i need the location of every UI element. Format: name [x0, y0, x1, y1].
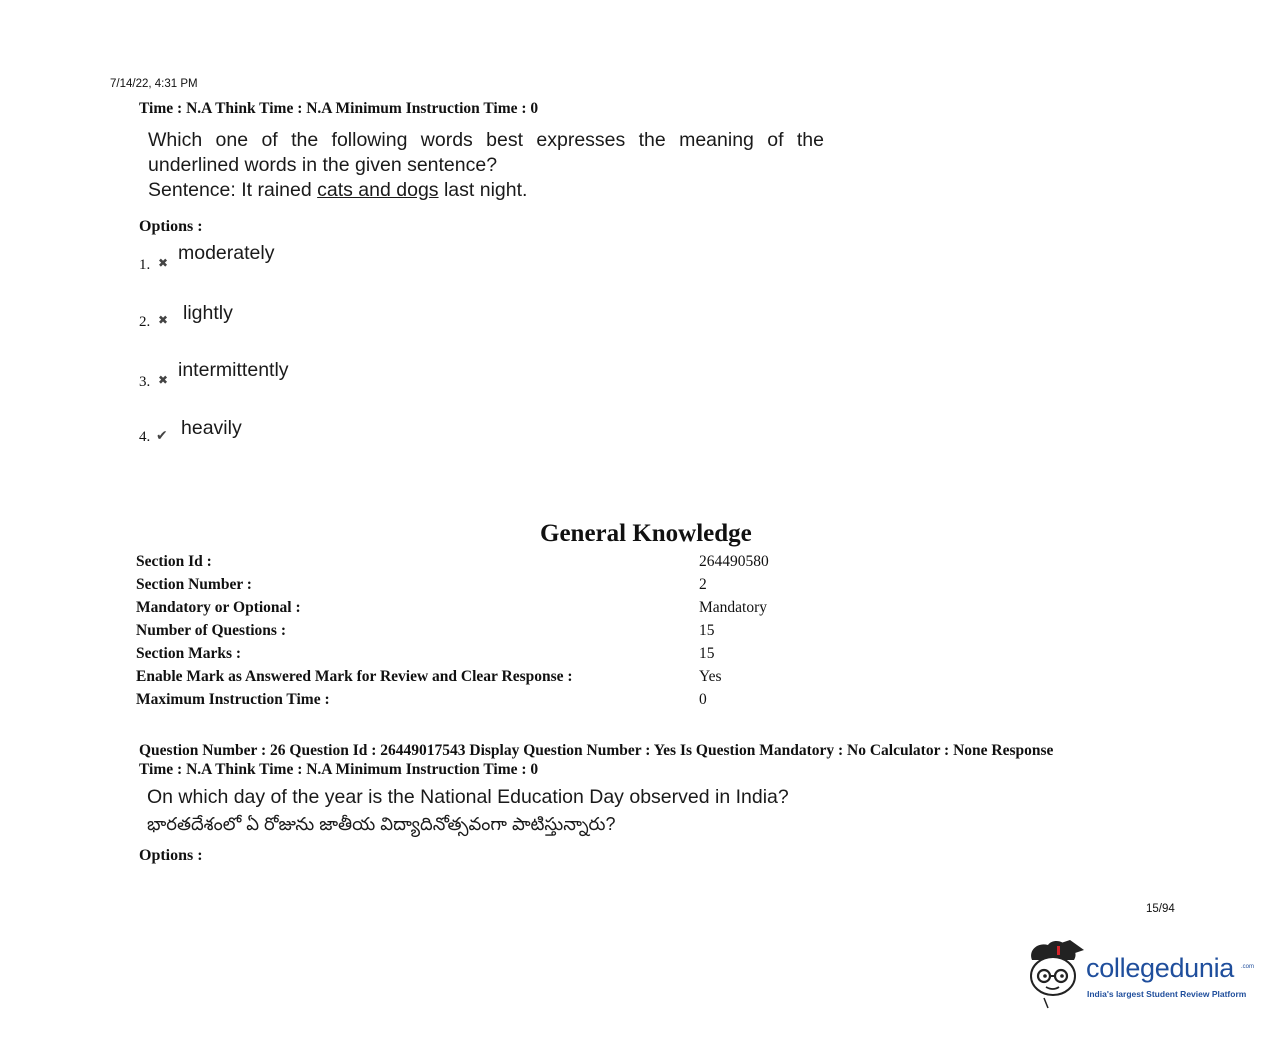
cross-icon: ✖ [158, 373, 169, 387]
options-label: Options : [139, 218, 203, 235]
question-text [148, 128, 824, 203]
option-number: 4. [139, 429, 151, 445]
section-number-value: 2 [699, 576, 707, 593]
question-26-options-label: Options : [139, 847, 203, 864]
mandatory-value: Mandatory [699, 599, 768, 616]
sentence-underlined-words: cats and dogs [317, 179, 439, 201]
question-count-value: 15 [699, 622, 715, 639]
question-26-meta-line-2: Time : N.A Think Time : N.A Minimum Instruction Time : 0 [139, 761, 539, 778]
question-26-text-telugu: భారతదేశంలో ఏ రోజును జాతీయ విద్యాదినోత్సవంగా పాటిస్తున్నారు? [147, 814, 616, 834]
sentence-suffix: last night. [438, 179, 528, 201]
question-26-meta-line-1: Question Number : 26 Question Id : 26449017543 Display Question Number : Yes Is Question Mandatory : No Calculator : None Response [139, 742, 1054, 759]
max-instruction-time-label: Maximum Instruction Time : [136, 691, 330, 708]
section-marks-value: 15 [699, 645, 715, 662]
option-text: lightly [183, 302, 233, 324]
max-instruction-time-value: 0 [699, 691, 707, 708]
section-number-label: Section Number : [136, 576, 252, 593]
logo-suffix: .com [1241, 964, 1255, 970]
option-text: intermittently [178, 359, 289, 381]
question-line-2: underlined words in the given sentence? [148, 154, 498, 176]
question-26-meta [139, 741, 1139, 779]
sentence-prefix: Sentence: It rained [148, 179, 318, 201]
mark-review-value: Yes [699, 668, 722, 685]
print-timestamp: 7/14/22, 4:31 PM [110, 78, 198, 90]
section-id-value: 264490580 [699, 553, 769, 570]
option-text: heavily [181, 417, 242, 439]
cross-icon: ✖ [158, 256, 169, 270]
question-26-text-english: On which day of the year is the National Education Day observed in India? [147, 786, 789, 808]
option-number: 1. [139, 257, 151, 273]
question-line-1: Which one of the following words best expresses the meaning of the [148, 129, 824, 151]
logo-wordmark: collegedunia [1086, 953, 1235, 983]
section-title: General Knowledge [540, 520, 752, 547]
page-number: 15/94 [1146, 903, 1175, 915]
option-number: 2. [139, 314, 151, 330]
logo-tagline: India's largest Student Review Platform [1087, 989, 1247, 999]
check-icon: ✔ [156, 427, 168, 443]
question-sentence [148, 178, 824, 203]
option-text: moderately [178, 242, 275, 264]
section-marks-label: Section Marks : [136, 645, 242, 662]
option-number: 3. [139, 374, 151, 390]
cross-icon: ✖ [158, 313, 169, 327]
section-id-label: Section Id : [136, 553, 212, 570]
mandatory-label: Mandatory or Optional : [136, 599, 301, 616]
mark-review-label: Enable Mark as Answered Mark for Review and Clear Response : [136, 668, 573, 685]
question-meta: Time : N.A Think Time : N.A Minimum Instruction Time : 0 [139, 100, 539, 117]
question-count-label: Number of Questions : [136, 622, 286, 639]
